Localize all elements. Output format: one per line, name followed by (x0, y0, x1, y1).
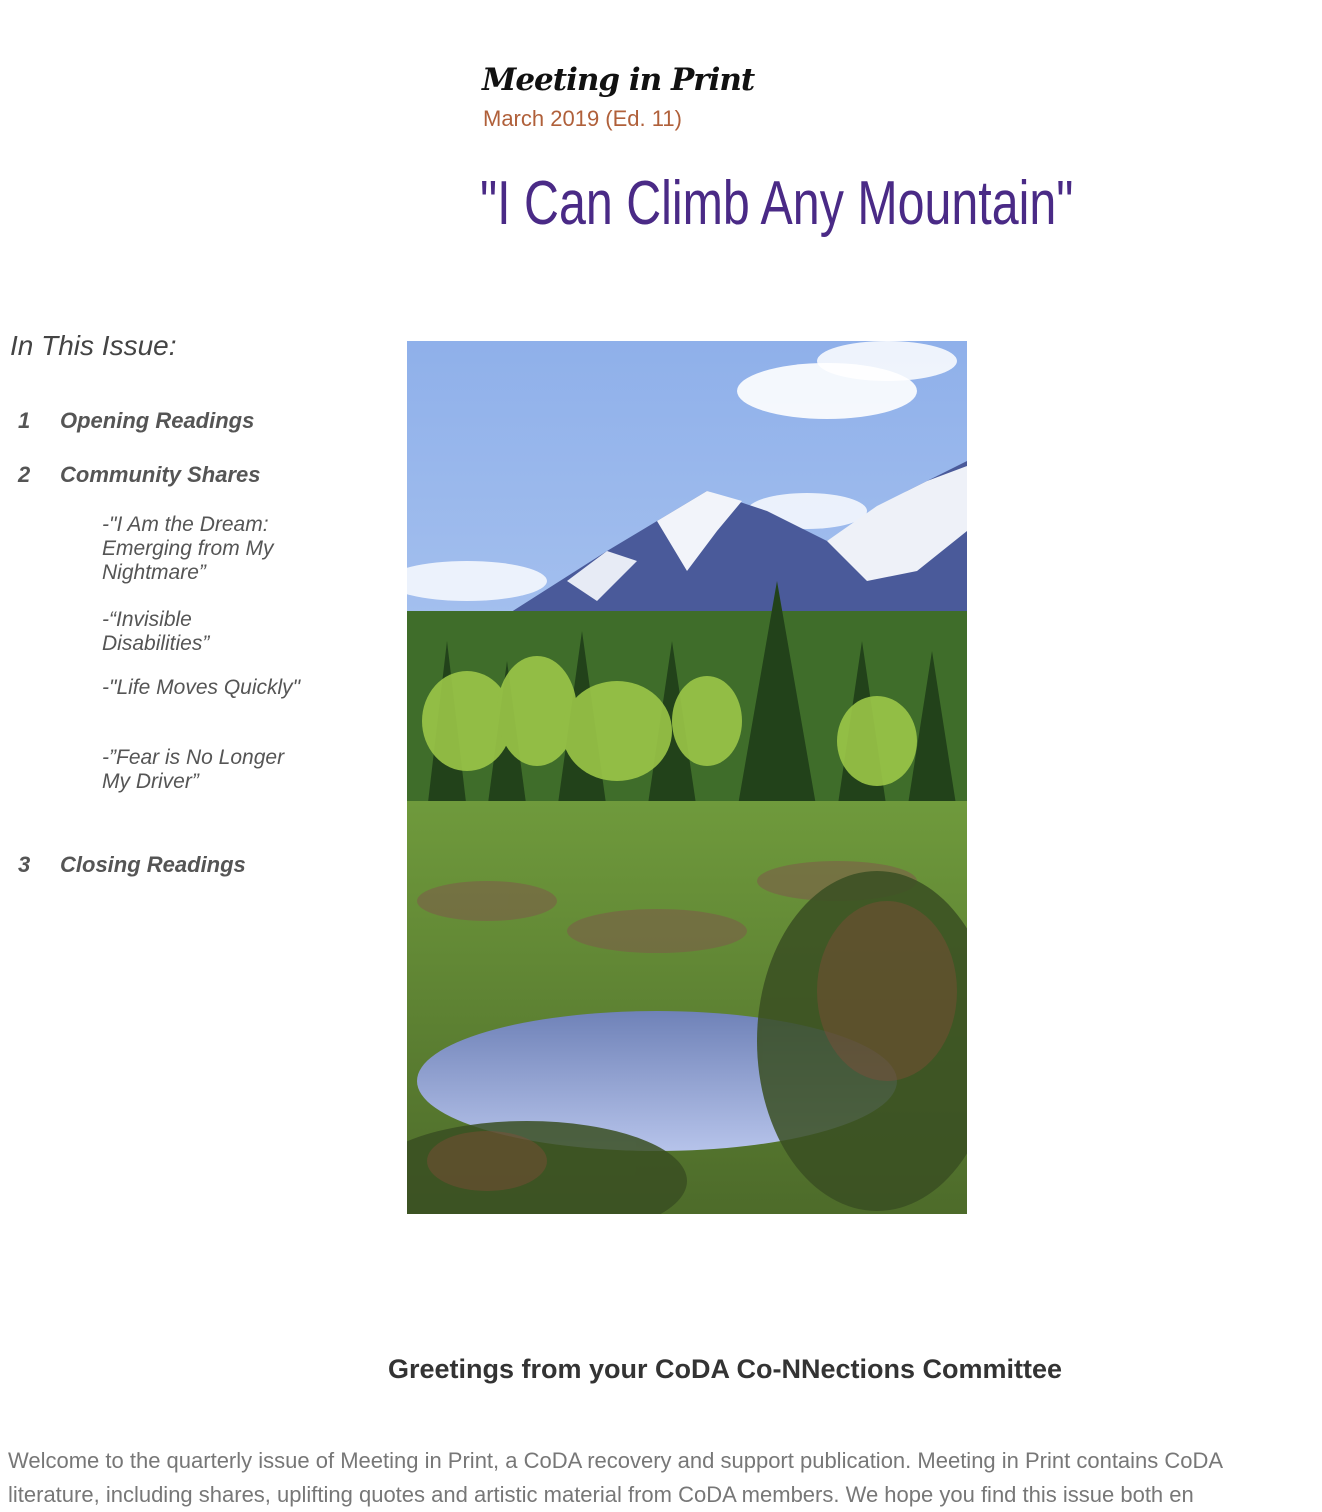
issue-headline: "I Can Climb Any Mountain" (480, 169, 1074, 238)
intro-line: Welcome to the quarterly issue of Meeting in Print, a CoDA recovery and support publication. Meeting in Print contains CoDA (8, 1448, 1224, 1473)
intro-line: literature, including shares, uplifting quotes and artistic material from CoDA members. We hope you find this issue both en (8, 1482, 1194, 1507)
toc-heading: In This Issue: (10, 330, 177, 361)
toc-item-number: 1 (18, 408, 31, 433)
toc-item-label: Community Shares (60, 462, 261, 487)
toc-item-label: Closing Readings (60, 852, 246, 877)
toc-item-closing-readings[interactable] (18, 852, 246, 878)
masthead (482, 62, 754, 98)
toc-subitem[interactable]: -”Fear is No Longer My Driver” (102, 746, 285, 793)
issue-date: March 2019 (Ed. 11) (483, 106, 682, 131)
toc-subitem[interactable]: -"I Am the Dream: Emerging from My Nightmare” (102, 513, 274, 584)
masthead-title: Meeting in Print (482, 62, 755, 98)
mountain-landscape-image (407, 341, 967, 1214)
toc-item-opening-readings[interactable] (18, 408, 254, 434)
toc-item-community-shares[interactable] (18, 462, 261, 488)
toc-item-number: 2 (18, 462, 31, 487)
intro-paragraph (8, 1444, 1322, 1512)
toc-subitem[interactable]: -"Life Moves Quickly" (102, 676, 301, 699)
greeting-heading: Greetings from your CoDA Co-NNections Committee (387, 1354, 1063, 1384)
cover-photo (407, 341, 967, 1214)
toc-subitem[interactable]: -“Invisible Disabilities” (102, 608, 210, 655)
toc-item-label: Opening Readings (60, 408, 255, 433)
toc-item-number: 3 (18, 852, 31, 877)
